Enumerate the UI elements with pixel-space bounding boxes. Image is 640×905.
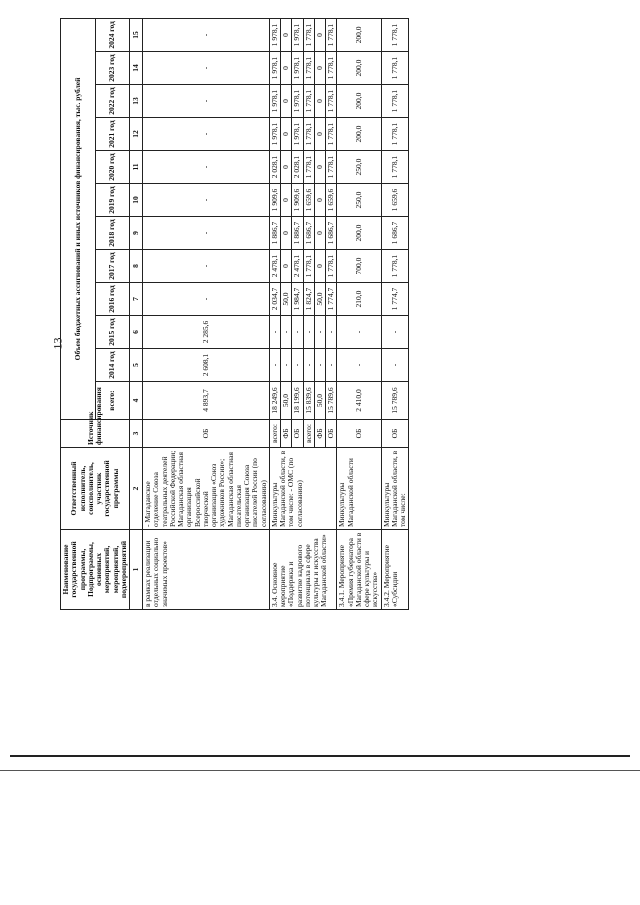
row-year-value: 1 778,1 [381,85,409,118]
header-executor: Ответственный исполнитель, соисполнитель, участник государственной программы [61,448,130,530]
row-year-value: 1 659,6 [326,184,337,217]
header-year: 2015 год [95,316,130,349]
row-year-value: 200,0 [337,217,381,250]
row-year-value: - [143,217,270,250]
row-year-value: 0 [281,18,292,51]
row-year-value: 200,0 [337,52,381,85]
row-executor: Минкультуры Магаданской области, в том числе: [381,448,409,530]
row-year-value: - [281,316,292,349]
row-name: 3.4. Основное мероприятие «Поддержка и развитие кадрового потенциала в сфере культуры и искусства Магаданской области» [269,530,337,610]
header-total: всего: [95,382,130,420]
row-year-value: 1 978,1 [292,18,303,51]
header-year: 2014 год [95,349,130,382]
column-number: 13 [130,85,143,118]
row-year-value: 1 778,1 [326,250,337,283]
row-year-value: 1 686,7 [303,217,314,250]
row-total: 18 199,6 [292,382,303,420]
row-total: 15 789,6 [326,382,337,420]
row-year-value: 1 778,1 [326,85,337,118]
column-number: 3 [130,420,143,448]
row-year-value: 0 [314,18,325,51]
header-year: 2021 год [95,118,130,151]
row-year-value: - [303,349,314,382]
table-row [381,18,409,609]
column-number: 5 [130,349,143,382]
financing-table-rotated [60,21,524,610]
row-year-value: - [143,18,270,51]
row-name: 3.4.2. Мероприятие «Субсидии [381,530,409,610]
row-executor: - Магаданское отделение Союза театральных деятелей Российской Федерации; Магаданская областная организация Всероссийской творческой организации «Союз художников России»; Магаданская областная писательская организация Союза писателей России (по согласованию) [143,448,270,530]
row-year-value: 200,0 [337,18,381,51]
row-year-value: 0 [314,184,325,217]
table-row [269,18,280,609]
table-row [337,18,381,609]
row-year-value: - [143,52,270,85]
row-year-value: 200,0 [337,85,381,118]
row-name: в рамках реализации отдельных социально значимых проектов» [143,530,270,610]
row-year-value: 1 659,6 [303,184,314,217]
row-year-value: 2 028,1 [269,151,280,184]
column-number: 9 [130,217,143,250]
row-year-value: 0 [314,52,325,85]
row-year-value: - [292,349,303,382]
row-year-value: 50,0 [281,283,292,316]
row-year-value: 0 [314,118,325,151]
row-source: ОБ [326,420,337,448]
row-year-value: 0 [281,250,292,283]
row-year-value: 1 778,1 [381,250,409,283]
row-year-value: 1 886,7 [292,217,303,250]
row-year-value: 2 028,1 [292,151,303,184]
header-year: 2017 год [95,250,130,283]
column-number: 12 [130,118,143,151]
row-year-value: - [292,316,303,349]
row-year-value: 1 978,1 [292,118,303,151]
row-year-value: 1 824,7 [303,283,314,316]
row-year-value: 1 778,1 [326,118,337,151]
row-year-value: - [281,349,292,382]
column-number: 15 [130,18,143,51]
row-year-value: 250,0 [337,151,381,184]
row-year-value: 1 778,1 [303,151,314,184]
column-number: 11 [130,151,143,184]
header-year: 2024 год [95,18,130,51]
row-year-value: 1 978,1 [269,118,280,151]
row-year-value: 1 978,1 [292,52,303,85]
header-year: 2018 год [95,217,130,250]
row-total: 50,0 [281,382,292,420]
row-year-value: 2 608,1 [143,349,270,382]
row-year-value: 1 774,7 [326,283,337,316]
row-year-value: 1 778,1 [303,118,314,151]
row-total: 18 249,6 [269,382,280,420]
row-year-value: - [143,283,270,316]
row-year-value: - [269,349,280,382]
row-source: ОБ [381,420,409,448]
row-year-value: 1 778,1 [326,52,337,85]
row-executor: Минкультуры Магаданской области [337,448,381,530]
column-number: 8 [130,250,143,283]
row-year-value: 0 [281,85,292,118]
row-year-value: 50,0 [314,283,325,316]
row-year-value: 0 [314,85,325,118]
row-year-value: 2 034,7 [269,283,280,316]
row-source: ОБ [337,420,381,448]
row-year-value: 1 659,6 [381,184,409,217]
row-year-value: 1 984,7 [292,283,303,316]
row-total: 15 789,6 [381,382,409,420]
column-number: 6 [130,316,143,349]
row-total: 4 893,7 [143,382,270,420]
row-source: ОБ [143,420,270,448]
row-year-value: 1 686,7 [326,217,337,250]
row-year-value: 1 778,1 [381,52,409,85]
row-year-value: - [303,316,314,349]
row-year-value: 0 [314,250,325,283]
row-total: 2 410,0 [337,382,381,420]
row-year-value: 1 909,6 [292,184,303,217]
row-year-value: 0 [314,217,325,250]
row-year-value: 0 [281,118,292,151]
row-year-value: - [381,316,409,349]
row-year-value: 1 778,1 [381,18,409,51]
row-year-value: 1 686,7 [381,217,409,250]
row-name: 3.4.1. Мероприятие «Премия губернатора Магаданской области в сфере культуры и искусства» [337,530,381,610]
financing-table [60,18,409,610]
header-year: 2020 год [95,151,130,184]
table-row [143,18,270,609]
column-number: 1 [130,530,143,610]
row-year-value: 2 478,1 [269,250,280,283]
row-year-value: - [381,349,409,382]
row-year-value: - [326,316,337,349]
row-year-value: - [314,316,325,349]
row-year-value: 1 978,1 [269,18,280,51]
row-year-value: 1 978,1 [292,85,303,118]
header-year: 2019 год [95,184,130,217]
row-executor: Минкультуры Магаданской области, в том числе: - ОМС (по согласованию) [269,448,337,530]
row-year-value: 1 978,1 [269,52,280,85]
column-number: 7 [130,283,143,316]
row-year-value: 1 778,1 [381,118,409,151]
row-year-value: - [326,349,337,382]
divider-line [10,755,630,757]
row-year-value: 210,0 [337,283,381,316]
row-year-value: 2 478,1 [292,250,303,283]
row-year-value: - [314,349,325,382]
row-year-value: 1 778,1 [303,85,314,118]
row-year-value: 250,0 [337,184,381,217]
row-source: ОБ [292,420,303,448]
row-source: всего: [303,420,314,448]
row-year-value: 700,0 [337,250,381,283]
header-source: Источник финансирования [61,420,130,448]
row-year-value: 0 [281,184,292,217]
row-total: 50,0 [314,382,325,420]
row-year-value: 1 778,1 [326,151,337,184]
column-number: 14 [130,52,143,85]
header-name: Наименование государственной программы, Подпрограммы, основных мероприятий, мероприятий, подмероприятий [61,530,130,610]
row-source: ФБ [314,420,325,448]
row-year-value: 0 [281,217,292,250]
header-year: 2016 год [95,283,130,316]
row-year-value: - [337,316,381,349]
row-year-value: - [143,184,270,217]
row-year-value: 0 [281,52,292,85]
row-year-value: - [143,85,270,118]
column-number: 10 [130,184,143,217]
row-year-value: 0 [314,151,325,184]
row-year-value: - [337,349,381,382]
row-year-value: 1 909,6 [269,184,280,217]
row-source: всего: [269,420,280,448]
row-total: 15 839,6 [303,382,314,420]
row-year-value: - [143,118,270,151]
row-year-value: 1 886,7 [269,217,280,250]
row-year-value: 200,0 [337,118,381,151]
row-year-value: - [143,250,270,283]
row-year-value: - [269,316,280,349]
row-year-value: - [143,151,270,184]
row-year-value: 1 778,1 [303,250,314,283]
column-number: 4 [130,382,143,420]
divider-line-thin [0,770,640,771]
header-financing-group: Объем бюджетных ассигнований и иных источников финансирования, тыс. рублей [61,18,96,419]
page-number: 13 [50,337,65,350]
row-year-value: 1 778,1 [381,151,409,184]
row-year-value: 1 778,1 [326,18,337,51]
row-year-value: 2 285,6 [143,316,270,349]
row-year-value: 1 774,7 [381,283,409,316]
row-year-value: 1 978,1 [269,85,280,118]
row-year-value: 0 [281,151,292,184]
row-year-value: 1 778,1 [303,52,314,85]
header-year: 2023 год [95,52,130,85]
row-source: ФБ [281,420,292,448]
column-number: 2 [130,448,143,530]
header-year: 2022 год [95,85,130,118]
row-year-value: 1 778,1 [303,18,314,51]
